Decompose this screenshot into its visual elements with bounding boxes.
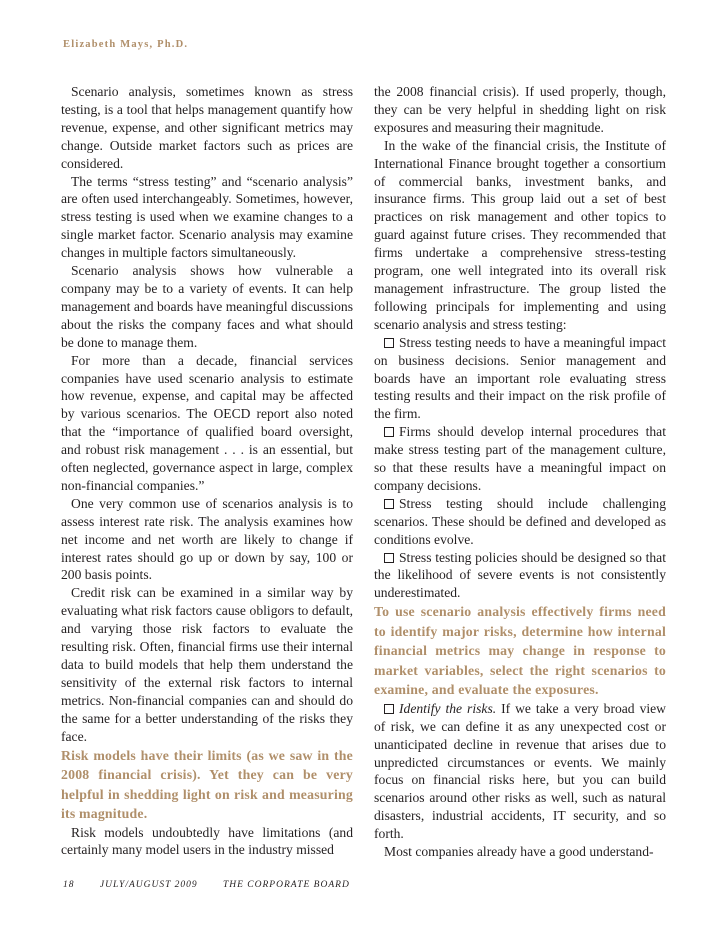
pull-quote: To use scenario analysis effectively firms need to identify major risks, determine how internal financial metrics may change in response to market variables, select the right scenarios to examine, and evaluate the exposures. (374, 604, 666, 698)
bullet-text: Firms should develop internal procedures that make stress testing part of the management culture, so that these results have a meaningful impact on company decisions. (374, 424, 666, 493)
bullet-text: Stress testing policies should be designed so that the likelihood of severe events is not consistently underestimated. (374, 549, 666, 601)
bullet-item (374, 700, 666, 843)
issue-date: JULY/AUGUST 2009 (99, 880, 198, 890)
bullet-text: Stress testing should include challenging scenarios. These should be defined and developed as conditions evolve. (374, 495, 666, 547)
bullet-item (374, 423, 666, 495)
page-footer (63, 880, 372, 890)
page-number: 18 (63, 880, 75, 890)
body-paragraph: The terms “stress testing” and “scenario analysis” are often used interchangeably. Sometimes, however, stress testing is used when we examine changes to a single market factor. Scenario analysis may examine changes in multiple factors simultaneously. (61, 173, 353, 261)
bullet-item (374, 495, 666, 549)
body-paragraph: Most companies already have a good understand- (384, 844, 654, 860)
body-paragraph: Scenario analysis shows how vulnerable a company may be to a variety of events. It can help management and boards have meaningful discussions about the risks the company faces and what should be done to manage them. (61, 263, 353, 350)
pull-quote: Risk models have their limits (as we saw in the 2008 financial crisis). Yet they can be very helpful in shedding light on risk and measuring its magnitude. (61, 747, 353, 822)
bullet-text: Stress testing needs to have a meaningful impact on business decisions. Senior management and boards have an important role evaluating stress testing results and their impact on the risk profile of the firm. (374, 334, 666, 422)
checkbox-bullet-icon (384, 427, 394, 437)
checkbox-bullet-icon (384, 704, 394, 714)
body-paragraph: the 2008 financial crisis). If used properly, though, they can be very helpful in shedding light on risk exposures and measuring their magnitude. (374, 84, 666, 135)
body-paragraph: Credit risk can be examined in a similar way by evaluating what risk factors cause obligors to default, and varying those risk factors to evaluate the resulting risk. Often, financial firms use their internal data to build models that help them understand the sensitivity of the external risk factors to internal metrics. Non-financial companies can and should do the same for a better understanding of the risks they face. (61, 585, 353, 744)
bullet-text: If we take a very broad view of risk, we can define it as any unexpected cost or unanticipated decline in revenue that arises due to unpredicted circumstances or events. We mainly focus on financial risks here, but you can build scenarios around other risks as well, such as natural disasters, industrial accidents, IT security, and so forth. (374, 700, 666, 842)
bullet-item (374, 334, 666, 424)
checkbox-bullet-icon (384, 553, 394, 563)
publication-name: THE CORPORATE BOARD (222, 880, 350, 890)
checkbox-bullet-icon (384, 338, 394, 348)
checkbox-bullet-icon (384, 499, 394, 509)
bullet-lead: Identify the risks. (399, 700, 497, 716)
author-byline: Elizabeth Mays, Ph.D. (63, 39, 189, 50)
body-paragraph: One very common use of scenarios analysis is to assess interest rate risk. The analysis examines how net income and net worth are likely to change if interest rates should go up or down by say, 100 or 200 basis points. (61, 495, 353, 583)
bullet-item (374, 549, 666, 603)
body-paragraph: Scenario analysis, sometimes known as stress testing, is a tool that helps management quantify how revenue, expense, and other significant metrics may change. Outside market factors such as prices are considered. (61, 84, 353, 171)
right-column (374, 83, 666, 861)
body-paragraph: For more than a decade, financial services companies have used scenario analysis to estimate how revenue, expense, and capital may be affected by various scenarios. The OECD report also noted that the “importance of qualified board oversight, and robust risk management . . . is an essential, but often neglected, governance aspect in large, complex non-financial companies.” (61, 352, 353, 493)
body-paragraph: Risk models undoubtedly have limitations (and certainly many model users in the industry missed (61, 824, 353, 858)
body-paragraph: In the wake of the financial crisis, the Institute of International Finance brought together a consortium of commercial banks, investment banks, and insurance firms. This group laid out a set of best practices on risk management and other topics to guard against future crises. They recommended that firms undertake a comprehensive stress-testing program, one well integrated into its overall risk management infrastructure. The group listed the following principals for implementing and using scenario analysis and stress testing: (374, 137, 666, 332)
left-column (61, 83, 353, 859)
